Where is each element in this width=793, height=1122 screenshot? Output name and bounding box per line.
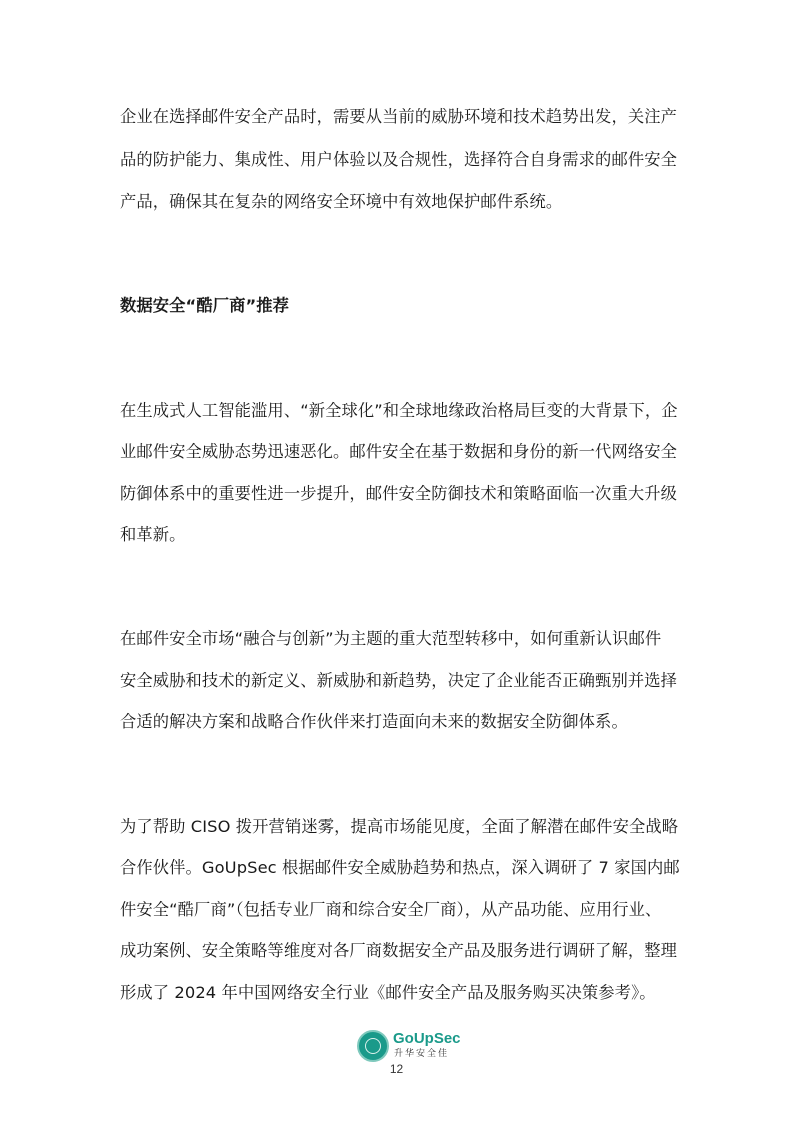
logo-brand-name: GoUpSec	[393, 1030, 461, 1047]
paragraph-4-line-3: 件安全“酷厂商”（包括专业厂商和综合安全厂商），从产品功能、应用行业、	[120, 900, 662, 919]
paragraph-4-line-5: 形成了 2024 年中国网络安全行业《邮件安全产品及服务购买决策参考》。	[120, 983, 656, 1002]
section-heading: 数据安全“酷厂商”推荐	[120, 296, 290, 315]
paragraph-2-line-3: 防御体系中的重要性进一步提升，邮件安全防御技术和策略面临一次重大升级	[120, 484, 677, 503]
goupsec-logo	[357, 1030, 467, 1066]
paragraph-1-line-3: 产品，确保其在复杂的网络安全环境中有效地保护邮件系统。	[120, 192, 563, 211]
paragraph-3-line-2: 安全威胁和技术的新定义、新威胁和新趋势，决定了企业能否正确甄别并选择	[120, 671, 677, 690]
logo-tagline: 升华安全佳	[394, 1049, 450, 1059]
paragraph-1-line-2: 品的防护能力、集成性、用户体验以及合规性，选择符合自身需求的邮件安全	[120, 150, 677, 169]
paragraph-2-line-2: 业邮件安全威胁态势迅速恶化。邮件安全在基于数据和身份的新一代网络安全	[120, 442, 677, 461]
goupsec-seal-icon	[357, 1030, 389, 1062]
paragraph-4-line-1: 为了帮助 CISO 拨开营销迷雾，提高市场能见度，全面了解潜在邮件安全战略	[120, 817, 679, 836]
paragraph-1-line-1: 企业在选择邮件安全产品时，需要从当前的威胁环境和技术趋势出发，关注产	[120, 107, 677, 126]
paragraph-3-line-3: 合适的解决方案和战略合作伙伴来打造面向未来的数据安全防御体系。	[120, 712, 628, 731]
paragraph-4-line-4: 成功案例、安全策略等维度对各厂商数据安全产品及服务进行调研了解，整理	[120, 941, 677, 960]
page-number: 12	[389, 1062, 404, 1076]
paragraph-4-line-2: 合作伙伴。GoUpSec 根据邮件安全威胁趋势和热点，深入调研了 7 家国内邮	[120, 858, 680, 877]
paragraph-2-line-1: 在生成式人工智能滥用、“新全球化”和全球地缘政治格局巨变的大背景下，企	[120, 401, 678, 420]
paragraph-3-line-1: 在邮件安全市场“融合与创新”为主题的重大范型转移中，如何重新认识邮件	[120, 629, 662, 648]
paragraph-2-line-4: 和革新。	[120, 525, 186, 544]
